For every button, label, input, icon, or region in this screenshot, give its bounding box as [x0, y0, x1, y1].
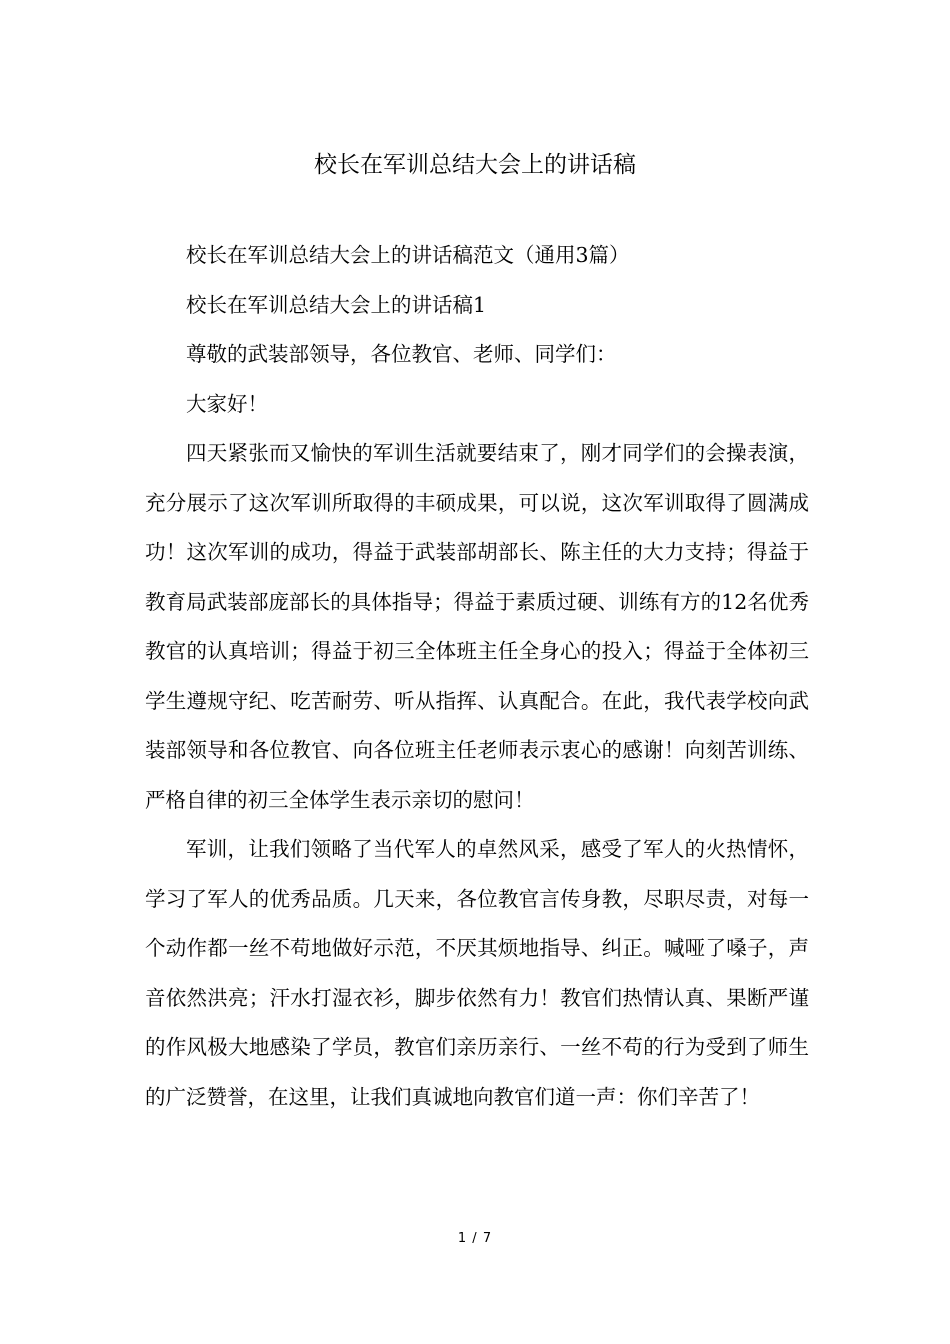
- section-heading: 校长在军训总结大会上的讲话稿1: [186, 292, 487, 317]
- document-body: [145, 231, 809, 1122]
- salutation-paragraph: 尊敬的武装部领导，各位教官、老师、同学们：: [186, 342, 617, 366]
- body-paragraph: 军训，让我们领略了当代军人的卓然风采，感受了军人的火热情怀，学习了军人的优秀品质。几天来，各位教官言传身教，尽职尽责，对每一个动作都一丝不苟地做好示范，不厌其烦地指导、纠正。喊哑了嗓子，声音依然洪亮；汗水打湿衣衫，脚步依然有力！教官们热情认真、果断严谨的作风极大地感染了学员，教官们亲历亲行、一丝不苟的行为受到了师生的广泛赞誉，在这里，让我们真诚地向教官们道一声：你们辛苦了！: [145, 837, 809, 1109]
- page-number: 1 / 7: [457, 1231, 493, 1246]
- document-title: 校长在军训总结大会上的讲话稿: [314, 152, 636, 178]
- greeting-paragraph: 大家好！: [186, 391, 268, 416]
- subtitle-paragraph: 校长在军训总结大会上的讲话稿范文（通用3篇）: [186, 243, 630, 267]
- body-paragraph: 四天紧张而又愉快的军训生活就要结束了，刚才同学们的会操表演，充分展示了这次军训所取得的丰硕成果，可以说，这次军训取得了圆满成功！这次军训的成功，得益于武装部胡部长、陈主任的大力支持；得益于教育局武装部庞部长的具体指导；得益于素质过硬、训练有方的12名优秀教官的认真培训；得益于初三全体班主任全身心的投入；得益于全体初三学生遵规守纪、吃苦耐劳、听从指挥、认真配合。在此，我代表学校向武装部领导和各位教官、向各位班主任老师表示衷心的感谢！向刻苦训练、严格自律的初三全体学生表示亲切的慰问！: [145, 441, 809, 812]
